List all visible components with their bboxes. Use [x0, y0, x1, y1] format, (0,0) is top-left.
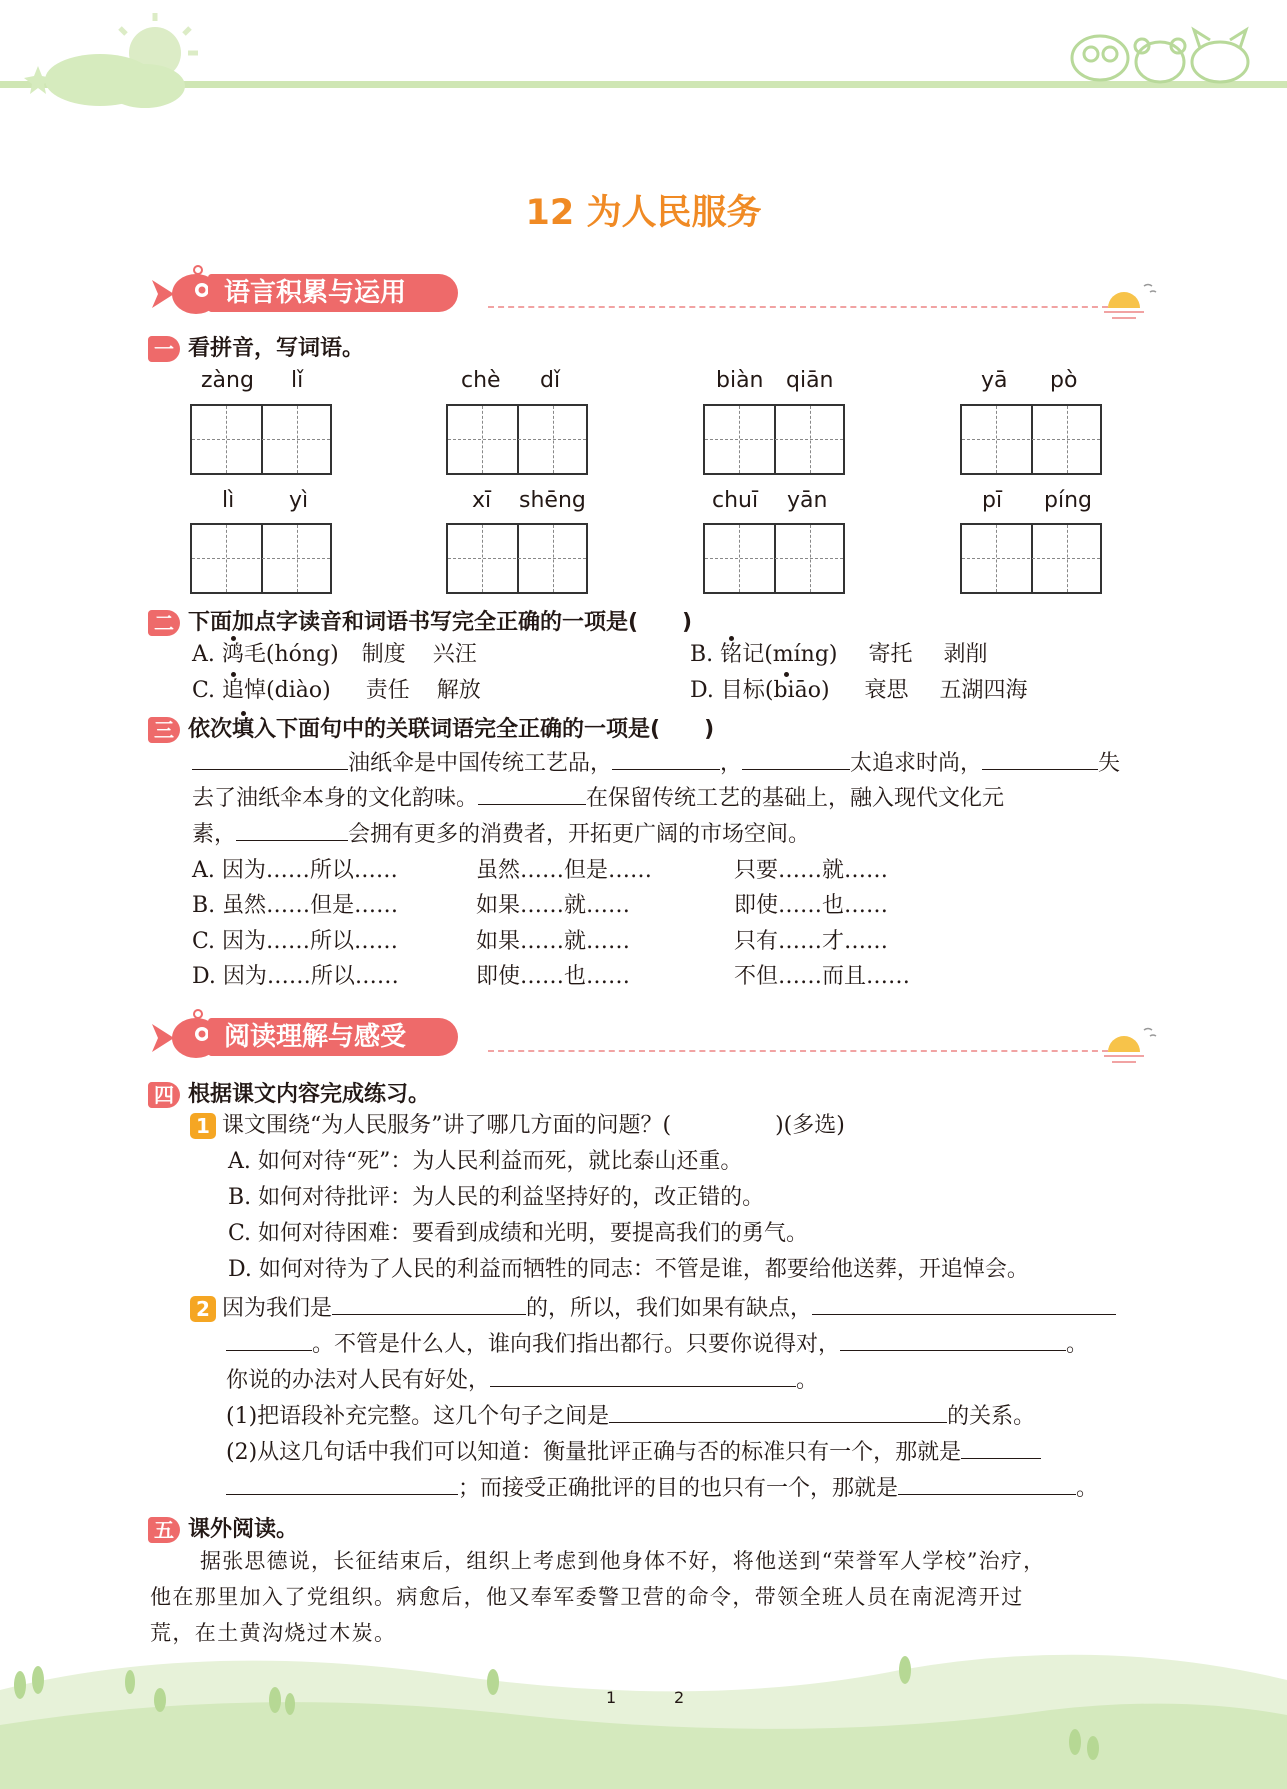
writing-grid[interactable]	[190, 404, 332, 475]
subquestion-number: 1	[190, 1113, 216, 1139]
sunset-icon	[1100, 1024, 1160, 1068]
option-a[interactable]: A. 因为……所以……	[192, 858, 398, 883]
answer-blank[interactable]	[898, 1494, 1076, 1495]
option-a[interactable]: A. 鸿毛(hóng) 制度 兴汪	[192, 642, 477, 667]
question-2-title: 二 下面加点字读音和词语书写完全正确的一项是( )	[148, 605, 692, 636]
writing-grid[interactable]	[446, 404, 588, 475]
option-d-middle: 即使……也……	[476, 964, 631, 989]
answer-blank[interactable]	[961, 1458, 1041, 1459]
option-a-middle: 虽然……但是……	[476, 858, 653, 883]
writing-grid[interactable]	[703, 404, 845, 475]
passage-line: 油纸伞是中国传统工艺品， ， 太追求时尚， 失	[192, 749, 1120, 779]
subquestion-2-part-2: (2)从这几句话中我们可以知道：衡量批评正确与否的标准只有一个，那就是	[226, 1438, 1041, 1468]
question-4-title: 四 根据课文内容完成练习。	[148, 1077, 430, 1108]
option-a[interactable]: A. 如何对待“死”：为人民利益而死，就比泰山还重。	[228, 1149, 743, 1174]
passage-line: 。不管是什么人，谁向我们指出都行。只要你说得对， 。	[226, 1330, 1088, 1360]
reading-paragraph-line: 荒，在土黄沟烧过木炭。	[150, 1621, 397, 1645]
passage-line: 你说的办法对人民有好处， 。	[226, 1368, 819, 1393]
reading-paragraph-line: 据张思德说，长征结束后，组织上考虑到他身体不好，将他送到“荣誉军人学校”治疗，	[200, 1549, 1046, 1573]
answer-blank[interactable]	[982, 769, 1098, 770]
writing-grid[interactable]	[703, 523, 845, 594]
option-b[interactable]: B. 虽然……但是……	[192, 893, 399, 918]
option-b[interactable]: B. 铭记(míng) 寄托 剥削	[690, 642, 988, 667]
option-c[interactable]: C. 如何对待困难：要看到成绩和光明，要提高我们的勇气。	[228, 1221, 809, 1246]
subquestion-number: 2	[190, 1296, 216, 1322]
subquestion-2-part-1: (1)把语段补充完整。这几个句子之间是 的关系。	[226, 1404, 1036, 1429]
option-d[interactable]: D. 目标(biāo) 衰思 五湖四海	[690, 678, 1028, 703]
section-divider	[488, 306, 1108, 308]
writing-grid[interactable]	[960, 523, 1102, 594]
animal-decoration	[1060, 22, 1260, 84]
option-c[interactable]: C. 因为……所以……	[192, 929, 399, 954]
sun-cloud-decoration	[20, 8, 210, 118]
page-title: 12 为人民服务	[525, 193, 762, 233]
option-b[interactable]: B. 如何对待批评：为人民的利益坚持好的，改正错的。	[228, 1185, 765, 1210]
answer-blank[interactable]	[226, 1494, 458, 1495]
reading-paragraph-line: 他在那里加入了党组织。病愈后，他又奉军委警卫营的命令，带领全班人员在南泥湾开过	[150, 1585, 1024, 1609]
section-title: 语言积累与运用	[208, 274, 458, 312]
passage-line: 素， 会拥有更多的消费者，开拓更广阔的市场空间。	[192, 822, 811, 847]
answer-blank[interactable]	[236, 840, 348, 841]
option-c-right: 只有……才……	[734, 929, 889, 954]
writing-grid[interactable]	[190, 523, 332, 594]
page-number-right: 2	[674, 1688, 685, 1707]
section-banner-language	[150, 272, 1150, 316]
section-divider	[488, 1050, 1108, 1052]
option-a-right: 只要……就……	[734, 858, 889, 883]
question-3-title: 三 依次填入下面句中的关联词语完全正确的一项是( )	[148, 712, 714, 743]
subquestion-1: 1 课文围绕“为人民服务”讲了哪几方面的问题？( )(多选)	[190, 1111, 845, 1141]
answer-blank[interactable]	[609, 1422, 947, 1423]
question-badge: 一	[148, 336, 180, 362]
answer-blank[interactable]	[332, 1314, 526, 1315]
answer-blank[interactable]	[192, 769, 348, 770]
answer-blank[interactable]	[612, 769, 720, 770]
page-number-left: 1	[606, 1688, 617, 1707]
option-d[interactable]: D. 因为……所以……	[192, 964, 399, 989]
option-c[interactable]: C. 追悼(diào) 责任 解放	[192, 678, 481, 703]
answer-blank[interactable]	[812, 1314, 1116, 1315]
passage-line: ；而接受正确批评的目的也只有一个，那就是 。	[226, 1474, 1098, 1504]
answer-blank[interactable]	[742, 769, 850, 770]
option-b-middle: 如果……就……	[476, 893, 631, 918]
section-title: 阅读理解与感受	[208, 1018, 458, 1056]
sunset-icon	[1100, 280, 1160, 324]
section-banner-reading	[150, 1016, 1150, 1060]
passage-line: 去了油纸伞本身的文化韵味。 在保留传统工艺的基础上，融入现代文化元	[192, 786, 1005, 811]
option-b-right: 即使……也……	[734, 893, 889, 918]
option-d[interactable]: D. 如何对待为了人民的利益而牺牲的同志：不管是谁，都要给他送葬，开追悼会。	[228, 1257, 1029, 1282]
answer-blank[interactable]	[226, 1350, 312, 1351]
option-c-middle: 如果……就……	[476, 929, 631, 954]
question-5-title: 五 课外阅读。	[148, 1512, 298, 1543]
writing-grid[interactable]	[960, 404, 1102, 475]
answer-blank[interactable]	[490, 1386, 796, 1387]
subquestion-2: 2 因为我们是 的，所以，我们如果有缺点，	[190, 1294, 1116, 1324]
answer-blank[interactable]	[840, 1350, 1066, 1351]
answer-blank[interactable]	[478, 804, 586, 805]
hills-decoration	[0, 1630, 1287, 1789]
question-1-title: 一 看拼音，写词语。	[148, 331, 364, 362]
writing-grid[interactable]	[446, 523, 588, 594]
option-d-right: 不但……而且……	[734, 964, 911, 989]
